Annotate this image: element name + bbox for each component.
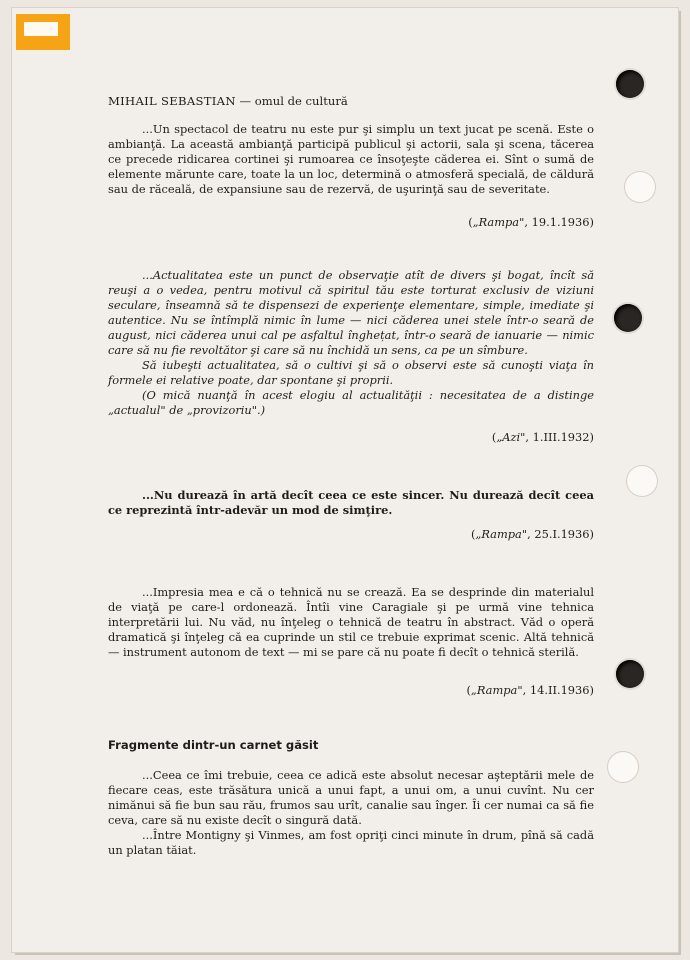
citation-source: „Rampa" [475, 527, 528, 541]
binder-hole-icon [616, 660, 644, 688]
binder-hole-icon [616, 70, 644, 98]
quote-paragraph: Să iubeşti actualitatea, să o cultivi şi să o observi este să cunoşti viaţa în formele ei relative poate, dar spontane şi proprii. [108, 358, 594, 387]
citation-date: 25.I.1936) [534, 527, 594, 541]
fragment-paragraph: ...Între Montigny şi Vinmes, am fost opriţi cinci minute în drum, pînă să cadă un platan tăiat. [108, 828, 594, 857]
quote-block [108, 122, 594, 197]
fragment-block [108, 768, 594, 858]
quote-paragraph: ...Nu durează în artă decît ceea ce este sincer. Nu durează decît ceea ce reprezintă într-adevăr un mod de simţire. [108, 488, 594, 517]
quote-citation: („Rampa", 25.I.1936) [470, 527, 594, 541]
quote-block [108, 585, 594, 660]
quote-paragraph: ...Actualitatea este un punct de observaţie atît de divers şi bogat, încît să reuşi a o vedea, pentru motivul că spiritul tău este torturat exclusiv de viziuni seculare, înseamnă să te dispensezi de experienţe elementare, simple, imediate şi autentice. Nu se întîmplă nimic în lume — nici căderea unei stele într-o seară de august, nici căderea unui cal pe asfaltul înghețat, într-o seară de ianuarie — nimic care să nu fie revoltător şi care să nu închidă un sens, ca pe un sîmbure. [108, 268, 594, 357]
quote-block [108, 268, 594, 418]
citation-date: 14.II.1936) [529, 683, 594, 697]
torn-hole-icon [625, 172, 655, 202]
orange-tab-marker [16, 14, 70, 50]
quote-paragraph: ...Impresia mea e că o tehnică nu se crează. Ea se desprinde din materialul de viaţă pe care-l ordonează. Întîi vine Caragiale şi pe urmă vine tehnica interpretării lui. Nu văd, nu înţeleg o tehnică de teatru în abstract. Văd o operă dramatică şi înţeleg că ea cuprinde un stil ce trebuie exprimat scenic. Altă tehnică — instrument autonom de text — mi se pare că nu poate fi decît o tehnică sterilă. [108, 585, 594, 659]
quote-citation: („Rampa", 19.1.1936) [468, 215, 594, 229]
quote-citation: („Azi", 1.III.1932) [491, 430, 594, 444]
citation-source: „Azi" [496, 430, 526, 444]
binder-hole-icon [614, 304, 642, 332]
citation-source: „Rampa" [470, 683, 523, 697]
heading-subtitle: — omul de cultură [239, 94, 348, 108]
author-name: MIHAIL SEBASTIAN [108, 94, 236, 108]
page-heading [108, 94, 348, 108]
quote-citation: („Rampa", 14.II.1936) [466, 683, 594, 697]
fragment-paragraph: ...Ceea ce îmi trebuie, ceea ce adică este absolut necesar aşteptării mele de fiecare ceas, este trăsătura unică a unui fapt, a unui om, a unui cuvînt. Nu cer nimănui să fie bun sau rău, frumos sau urît, canalie sau înger. Îi cer numai ca să fie ceva, care să nu existe decît o singură dată. [108, 768, 594, 827]
citation-date: 19.1.1936) [531, 215, 594, 229]
torn-hole-icon [627, 466, 657, 496]
quote-paragraph: (O mică nuanţă în acest elogiu al actualităţii : necesitatea de a distinge „actualul" de „provizoriu".) [108, 388, 594, 417]
torn-hole-icon [608, 752, 638, 782]
tab-label-area [24, 22, 58, 36]
section-title: Fragmente dintr-un carnet găsit [108, 738, 319, 752]
citation-source: „Rampa" [472, 215, 525, 229]
citation-date: 1.III.1932) [532, 430, 594, 444]
quote-paragraph: ...Un spectacol de teatru nu este pur şi simplu un text jucat pe scenă. Este o ambianţă. La această ambianţă participă publicul şi actorii, sala şi scena, tăcerea ce precede ridicarea cortinei şi rumoarea ce însoţeşte căderea ei. Sînt o sumă de elemente mărunte care, toate la un loc, determină o atmosferă specială, de căldură sau de răceală, de expansiune sau de rezervă, de uşurinţă sau de severitate. [108, 122, 594, 196]
quote-block [108, 488, 594, 518]
